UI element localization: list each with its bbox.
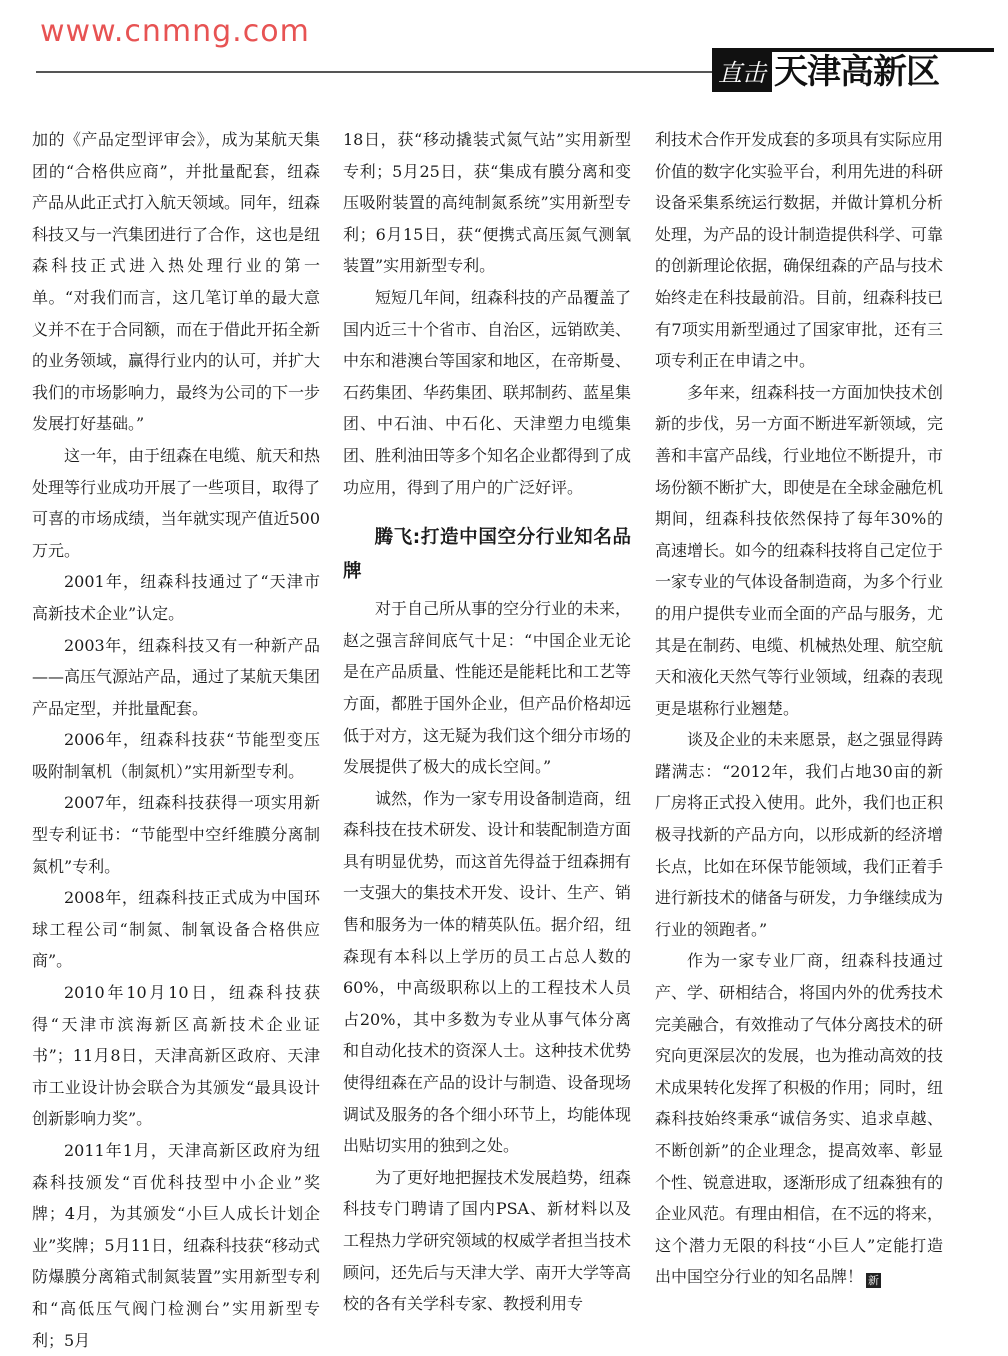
- paragraph: 对于自己所从事的空分行业的未来，赵之强言辞间底气十足：“中国企业无论是在产品质量、性能还是能耗比和工艺等方面，都胜于国外企业，但产品价格却远低于对方，这无疑为我们这个细分市场的发展提供了极大的成长空间。”: [343, 599, 632, 777]
- article-end-icon: 新: [868, 1274, 880, 1288]
- paragraph: 2007年，纽森科技获得一项实用新型专利证书：“节能型中空纤维膜分离制氮机”专利。: [32, 793, 320, 876]
- column-2: [343, 124, 631, 1320]
- paragraph: 诚然，作为一家专用设备制造商，纽森科技在技术研发、设计和装配制造方面具有明显优势，而这首先得益于纽森拥有一支强大的集技术开发、设计、生产、销售和服务为一体的精英队伍。据介绍，纽森现有本科以上学历的员工占总人数的60%，中高级职称以上的工程技术人员占20%，其中多数为专业从事气体分离和自动化技术的资深人士。这种技术优势使得纽森在产品的设计与制造、设备现场调试及服务的各个细小环节上，均能体现出贴切实用的独到之处。: [343, 788, 632, 1156]
- paragraph: 利技术合作开发成套的多项具有实际应用价值的数字化实验平台，利用先进的科研设备采集系统运行数据，并做计算机分析处理，为产品的设计制造提供科学、可靠的创新理论依据，确保纽森的产品与技术始终走在科技最前沿。目前，纽森科技已有7项实用新型通过了国家审批，还有三项专利正在申请之中。: [655, 130, 944, 371]
- paragraph: 加的《产品定型评审会》，成为某航天集团的“合格供应商”，并批量配套，纽森产品从此正式打入航天领域。同年，纽森科技又与一汽集团进行了合作，这也是纽森科技正式进入热处理行业的第一单。“对我们而言，这几笔订单的最大意义并不在于合同额，而在于借此开拓全新的业务领域，赢得行业内的认可，并扩大我们的市场影响力，最终为公司的下一步发展打好基础。”: [32, 130, 321, 434]
- header-rule: [36, 71, 726, 73]
- paragraph: 2003年，纽森科技又有一种新产品——高压气源站产品，通过了某航天集团产品定型，并批量配套。: [32, 635, 321, 718]
- column-3: [655, 124, 943, 1293]
- paragraph: 2001年，纽森科技通过了“天津市高新技术企业”认定。: [32, 572, 320, 623]
- paragraph: 2011年1月，天津高新区政府为纽森科技颁发“百优科技型中小企业”奖牌；4月，为其颁发“小巨人成长计划企业”奖牌；5月11日，纽森科技获“移动式防爆膜分离箱式制氮装置”实用新型专利和“高低压气阀门检测台”实用新型专利；5月: [32, 1141, 320, 1350]
- section-heading: 腾飞:打造中国空分行业知名品牌: [343, 527, 631, 583]
- paragraph-text: 作为一家专业厂商，纽森科技通过产、学、研相结合，将国内外的优秀技术完美融合，有效推动了气体分离技术的研究向更深层次的发展，也为推动高效的技术成果转化发挥了积极的作用；同时，纽森科技始终秉承“诚信务实、追求卓越、不断创新”的企业理念，提高效率、彰显个性、锐意进取，逐渐形成了纽森独有的企业风范。有理由相信，在不远的将来，这个潜力无限的科技“小巨人”定能打造出中国空分行业的知名品牌！: [655, 951, 944, 1287]
- paragraph: 短短几年间，纽森科技的产品覆盖了国内近三十个省市、自治区，远销欧美、中东和港澳台等国家和地区，在帝斯曼、石药集团、华药集团、联邦制药、蓝星集团、中石油、中石化、天津塑力电缆集团、胜利油田等多个知名企业都得到了成功应用，得到了用户的广泛好评。: [343, 287, 632, 497]
- section-tag: 直击: [712, 52, 772, 92]
- paragraph: 这一年，由于纽森在电缆、航天和热处理等行业成功开展了一些项目，取得了可喜的市场成绩，当年就实现产值近500万元。: [32, 445, 321, 560]
- paragraph: 2006年，纽森科技获“节能型变压吸附制氧机（制氮机）”实用新型专利。: [32, 730, 320, 781]
- paragraph: 2008年，纽森科技正式成为中国环球工程公司“制氮、制氧设备合格供应商”。: [32, 888, 320, 971]
- section-masthead: [712, 52, 939, 92]
- paragraph: 2010年10月10日，纽森科技获得“天津市滨海新区高新技术企业证书”；11月8日，天津高新区政府、天津市工业设计协会联合为其颁发“最具设计创新影响力奖”。: [32, 983, 320, 1129]
- watermark: www.cnmng.com: [40, 14, 310, 49]
- paragraph: 谈及企业的未来愿景，赵之强显得踌躇满志：“2012年，我们占地30亩的新厂房将正式投入使用。此外，我们也正积极寻找新的产品方向，以形成新的经济增长点，比如在环保节能领域，我们正着手进行新技术的储备与研发，力争继续成为行业的领跑者。”: [655, 730, 944, 939]
- paragraph: [655, 945, 943, 1293]
- paragraph: 多年来，纽森科技一方面加快技术创新的步伐，另一方面不断进军新领域，完善和丰富产品线，行业地位不断提升，市场份额不断扩大，即使是在全球金融危机期间，纽森科技依然保持了每年30%的高速增长。如今的纽森科技将自己定位于一家专业的气体设备制造商，为多个行业的用户提供专业而全面的产品与服务，尤其是在制药、电缆、机械热处理、航空航天和液化天然气等行业领域，纽森的表现更是堪称行业翘楚。: [655, 382, 944, 718]
- section-title: 天津高新区: [774, 52, 939, 92]
- column-1: [32, 124, 320, 1356]
- paragraph: 为了更好地把握技术发展趋势，纽森科技专门聘请了国内PSA、新材料以及工程热力学研究领域的权威学者担当技术顾问，还先后与天津大学、南开大学等高校的各有关学科专家、教授利用专: [343, 1167, 632, 1314]
- paragraph: 18日，获“移动撬装式氮气站”实用新型专利；5月25日，获“集成有膜分离和变压吸附装置的高纯制氮系统”实用新型专利；6月15日，获“便携式高压氮气测氧装置”实用新型专利。: [343, 130, 631, 276]
